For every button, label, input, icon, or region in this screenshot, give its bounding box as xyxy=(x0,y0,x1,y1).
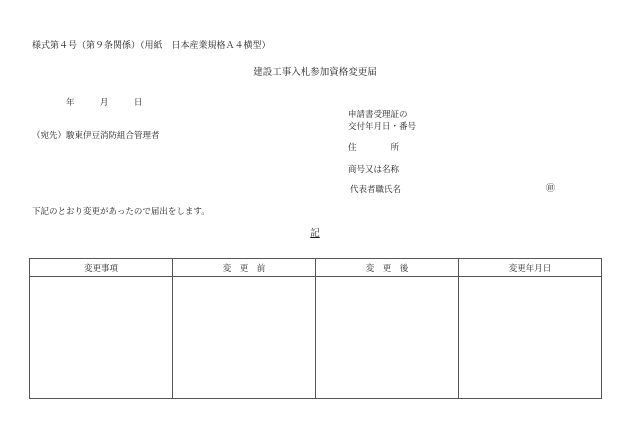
header-change-item: 変更事項 xyxy=(30,259,173,277)
trade-name-label: 商号又は名称 xyxy=(348,165,400,175)
header-after: 変 更 後 xyxy=(316,259,459,277)
notice-text: 下記のとおり変更があったので届出をします。 xyxy=(32,207,210,217)
date-month: 月 xyxy=(99,98,109,108)
addressee: （宛先）駿東伊豆消防組合管理者 xyxy=(32,131,160,141)
seal-mark: ㊞ xyxy=(546,184,556,194)
header-change-date: 変更年月日 xyxy=(459,259,602,277)
changes-table xyxy=(29,258,602,399)
address-label: 住 所 xyxy=(348,143,400,153)
table-row xyxy=(30,277,602,399)
date-line xyxy=(66,99,142,108)
representative-label: 代表者職氏名 xyxy=(350,185,402,195)
cell-after[interactable] xyxy=(316,277,459,399)
date-day: 日 xyxy=(133,98,143,108)
table-header-row xyxy=(30,259,602,277)
date-year: 年 xyxy=(66,98,75,108)
receipt-label-line2: 交付年月日・番号 xyxy=(348,122,417,132)
form-number-label: 様式第４号（第９条関係）（用紙 日本産業規格Ａ４横型） xyxy=(32,41,271,51)
document-title: 建設工事入札参加資格変更届 xyxy=(253,67,377,78)
ki-heading: 記 xyxy=(310,228,320,239)
receipt-label-line1: 申請書受理証の xyxy=(348,110,408,120)
header-before: 変 更 前 xyxy=(173,259,316,277)
cell-change-item[interactable] xyxy=(30,277,173,399)
cell-before[interactable] xyxy=(173,277,316,399)
cell-change-date[interactable] xyxy=(459,277,602,399)
